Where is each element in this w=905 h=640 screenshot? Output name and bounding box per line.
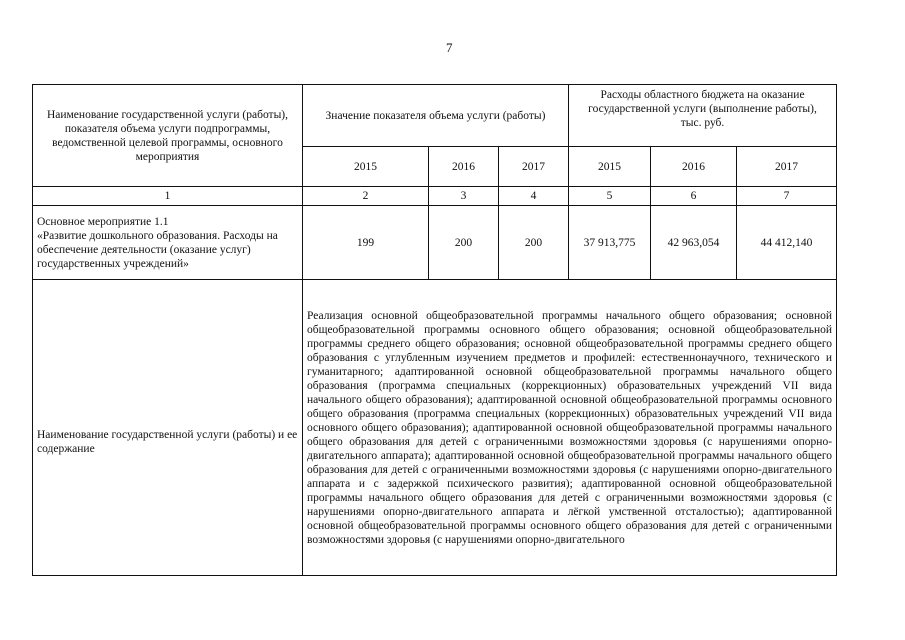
- header-expense-unit: тыс. руб.: [680, 117, 725, 129]
- table-row: [33, 206, 837, 280]
- measure-description: «Развитие дошкольного образования. Расходы на обеспечение деятельности (оказание услуг) государственных учреждений»: [37, 229, 278, 270]
- year-cell: 2015: [569, 147, 651, 187]
- header-row-top: [33, 85, 837, 147]
- expense-2017: 44 412,140: [737, 206, 837, 280]
- volume-2015: 199: [303, 206, 429, 280]
- column-index-cell: 1: [33, 187, 303, 206]
- volume-2017: 200: [499, 206, 569, 280]
- header-expense-column: [569, 85, 837, 147]
- header-value-column: Значение показателя объема услуги (работы): [303, 85, 569, 147]
- service-label-cell: Наименование государственной услуги (работы) и ее содержание: [33, 280, 303, 576]
- service-content-cell: Реализация основной общеобразовательной программы начального общего образования; основной общеобразовательной программы основного общего образования; основной общеобразовательной программы среднего общего образования; основной общеобразовательной программы среднего общего образования с углубленным изучением предметов и профилей: естественнонаучного, технического и гуманитарного; адаптированной основной общеобразовательной программы начального общего образования (программа специальных (коррекционных) образовательных учреждений VII вида начального общего образования); адаптированной основной общеобразовательной программы основного общего образования (программа специальных (коррекционных) образовательных учреждений VII вида основного общего образования); адаптированной основной общеобразовательной программы начального общего образования для детей с ограниченными возможностями здоровья (с нарушениями опорно-двигательного аппарата); адаптированной основной общеобразовательной программы начального общего образования для детей с ограниченными возможностями здоровья (с нарушениями опорно-двигательного аппарата и с задержкой психического развития); адаптированной основной общеобразовательной программы начального общего образования для детей с ограниченными возможностями здоровья (с нарушениями опорно-двигательного аппарата и лёгкой умственной отсталостью); адаптированной основной общеобразовательной программы основного общего образования для детей с ограниченными возможностями здоровья (с нарушениями опорно-двигательного: [303, 280, 837, 576]
- year-cell: 2017: [737, 147, 837, 187]
- year-cell: 2015: [303, 147, 429, 187]
- expense-2015: 37 913,775: [569, 206, 651, 280]
- column-index-cell: 5: [569, 187, 651, 206]
- column-index-cell: 2: [303, 187, 429, 206]
- column-index-cell: 6: [651, 187, 737, 206]
- column-index-cell: 3: [429, 187, 499, 206]
- header-expense-text: Расходы областного бюджета на оказание государственной услуги (выполнение работы),: [588, 89, 817, 115]
- measure-name-cell: [33, 206, 303, 280]
- column-index-cell: 7: [737, 187, 837, 206]
- budget-table: [32, 84, 837, 576]
- volume-2016: 200: [429, 206, 499, 280]
- page-number: 7: [446, 40, 453, 55]
- measure-title: Основное мероприятие 1.1: [37, 215, 169, 228]
- expense-2016: 42 963,054: [651, 206, 737, 280]
- year-cell: 2016: [651, 147, 737, 187]
- column-index-cell: 4: [499, 187, 569, 206]
- year-cell: 2016: [429, 147, 499, 187]
- header-name-column: Наименование государственной услуги (работы), показателя объема услуги подпрограммы, ведомственной целевой программы, основного мероприятия: [33, 85, 303, 187]
- service-content-row: [33, 280, 837, 576]
- column-index-row: [33, 187, 837, 206]
- year-cell: 2017: [499, 147, 569, 187]
